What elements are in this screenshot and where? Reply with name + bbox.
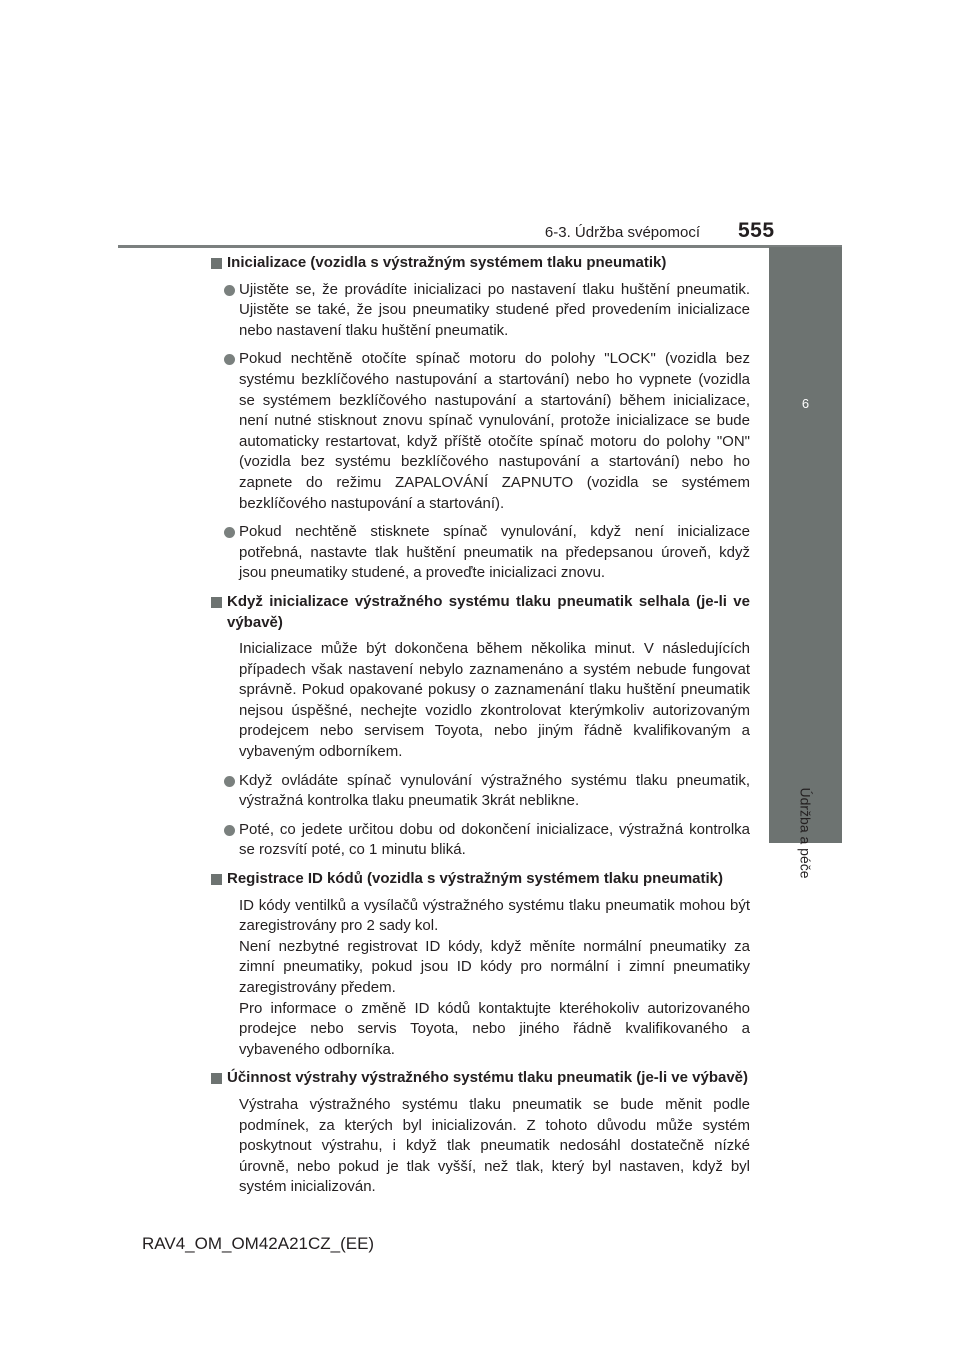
chapter-label-wrap [772,758,840,908]
paragraph-line: Není nezbytné registrovat ID kódy, když měníte normální pneumatiky za zimní pneumatiky, pokud jsou ID kódy pro normální i zimní pneumatiky zaregistrovány předem. [239,937,750,996]
section-title: Účinnost výstrahy výstražného systému tlaku pneumatik (je-li ve výbavě) [210,1068,750,1089]
circle-bullet-icon [224,776,235,787]
circle-bullet-icon [224,285,235,296]
header-rule [118,245,842,248]
circle-bullet-icon [224,527,235,538]
section-title: Inicializace (vozidla s výstražným systémem tlaku pneumatik) [210,253,750,274]
bullet-item: Poté, co jedete určitou dobu od dokončení inicializace, výstražná kontrolka se rozsvítí poté, co 1 minutu bliká. [210,820,750,861]
circle-bullet-icon [224,354,235,365]
paragraph: Inicializace může být dokončena během několika minut. V následujících případech však nastavení nebylo zaznamenáno a systém nebude fungovat správně. Pokud opakované pokusy o zaznamenání tlaku huštění pneumatik nejsou úspěšné, nechejte vozidlo zkontrolovat kterýmkoliv autorizovaným prodejcem nebo servisem Toyota, nebo jiným řádně kvalifikovaným a vybaveným odborníkem. [239,640,750,761]
paragraph: Výstraha výstražného systému tlaku pneumatik se bude měnit podle podmínek, za kterých byl inicializován. Z tohoto důvodu může systém poskytnout výstrahu, i když tlak pneumatik nedosáhl dostatečně nízké úrovně, nebo pokud je tlak vyšší, než tlak, který byl nastaven, když byl systém inicializován. [239,1095,750,1196]
square-bullet-icon [211,874,222,885]
bullet-item: Pokud nechtěně stisknete spínač vynulování, když není inicializace potřebná, nastavte tlak huštění pneumatik na předepsanou úroveň, když jsou pneumatiky studené, a proveďte inicializaci znovu. [210,522,750,584]
paragraph-line: Pro informace o změně ID kódů kontaktujte kteréhokoliv autorizovaného prodejce nebo servis Toyota, nebo jiného řádně kvalifikovaného a vybaveného odborníka. [239,999,750,1058]
square-bullet-icon [211,258,222,269]
square-bullet-icon [211,1073,222,1084]
header-section-title: 6-3. Údržba svépomocí [544,224,700,241]
section-title: Registrace ID kódů (vozidla s výstražným systémem tlaku pneumatik) [210,869,750,890]
footer-document-code: RAV4_OM_OM42A21CZ_(EE) [142,1234,375,1253]
page-content [210,253,750,1206]
bullet-item: Když ovládáte spínač vynulování výstražného systému tlaku pneumatik, výstražná kontrolka tlaku pneumatik 3krát neblikne. [210,771,750,812]
paragraph-line: ID kódy ventilků a vysílačů výstražného systému tlaku pneumatik mohou být zaregistrovány pro 2 sady kol. [239,896,750,935]
chapter-side-tab [769,247,842,843]
paragraph [210,896,750,1061]
circle-bullet-icon [224,825,235,836]
chapter-number: 6 [801,396,810,411]
chapter-label: Údržba a péče [798,787,814,879]
page-number: 555 [738,219,775,242]
bullet-item: Ujistěte se, že provádíte inicializaci po nastavení tlaku huštění pneumatik. Ujistěte se také, že jsou pneumatiky studené před provedením inicializace nebo nastavení tlaku huštění pneumatik. [210,280,750,342]
section-title: Když inicializace výstražného systému tlaku pneumatik selhala (je-li ve výbavě) [210,592,750,633]
square-bullet-icon [211,597,222,608]
bullet-item: Pokud nechtěně otočíte spínač motoru do polohy "LOCK" (vozidla bez systému bezklíčového nastupování a startování) nebo ho vypnete (vozidla se systémem bezklíčového nastupování a startování) během inicializace, není nutné stisknout znovu spínač vynulování, protože inicializace se bude automaticky restartovat, když příště otočíte spínač motoru do polohy "ON" (vozidla bez systému bezklíčového nastupování a startování) nebo ho zapnete do režimu ZAPALOVÁNÍ ZAPNUTO (vozidla se systémem bezklíčového nastupování a startování). [210,349,750,514]
